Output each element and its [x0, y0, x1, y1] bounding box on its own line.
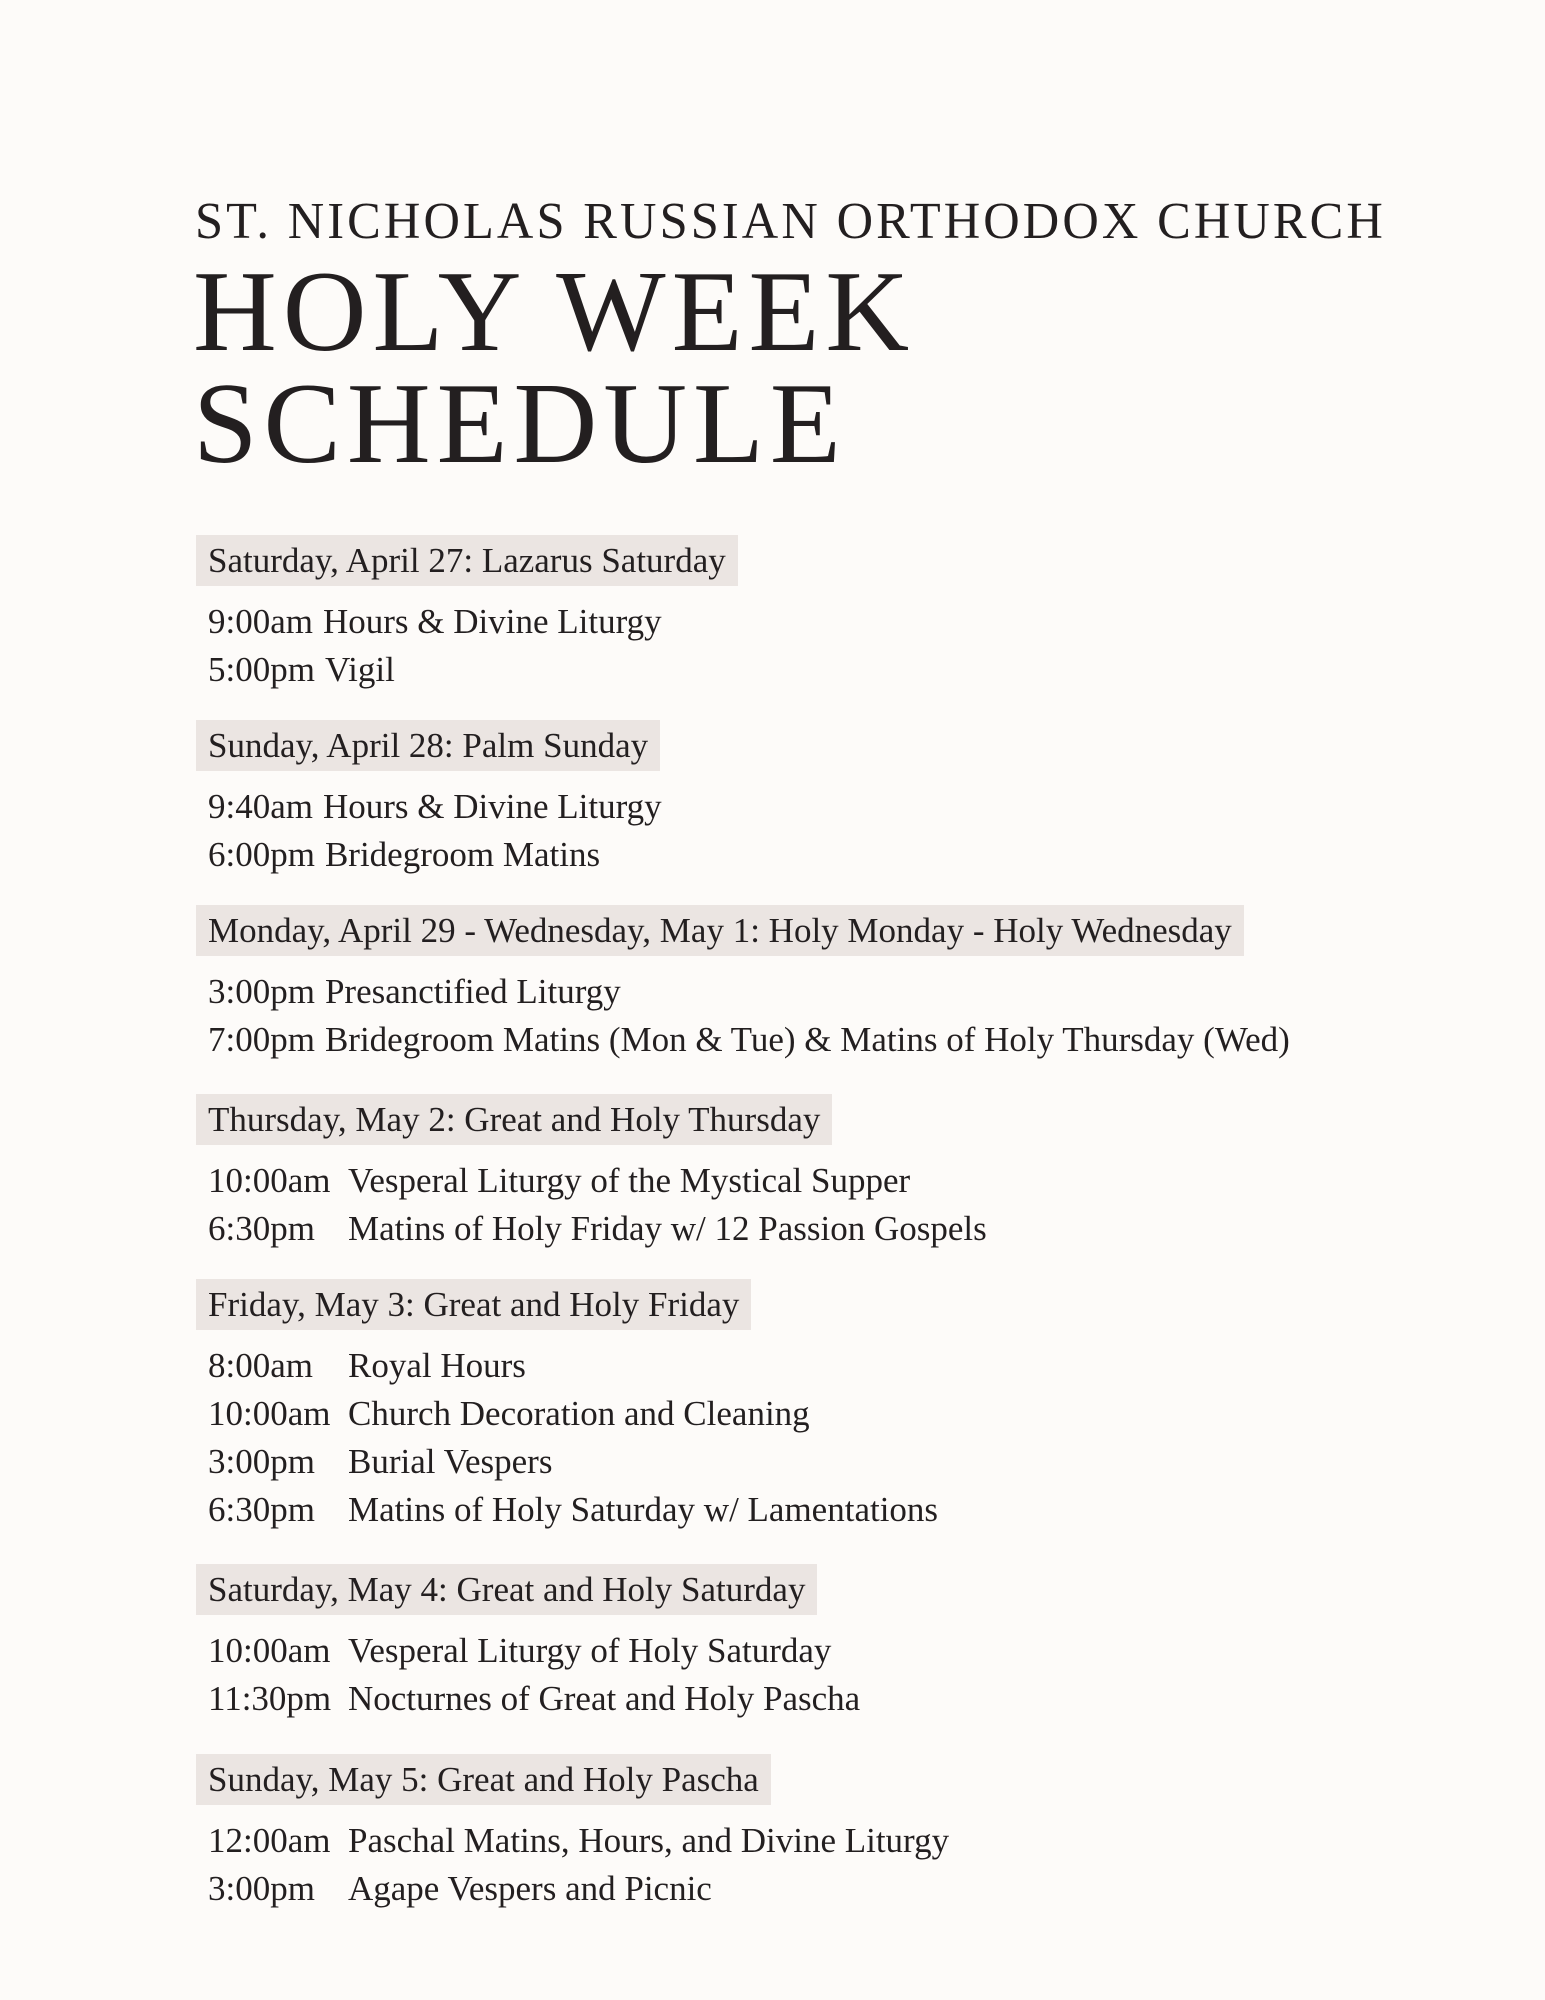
day-section-palm-sunday: [196, 720, 662, 879]
event-row: [208, 1438, 938, 1486]
event-row: [208, 1675, 860, 1723]
event-time: 6:30pm: [208, 1490, 315, 1529]
event-time: 10:00am: [208, 1394, 331, 1433]
event-time: 11:30pm: [208, 1679, 332, 1718]
event-list: [196, 598, 738, 694]
event-name: Burial Vespers: [348, 1442, 553, 1481]
day-heading: Saturday, May 4: Great and Holy Saturday: [196, 1564, 817, 1615]
day-section-holy-thursday: [196, 1094, 987, 1253]
event-name: Agape Vespers and Picnic: [348, 1869, 712, 1908]
event-list: [196, 1627, 860, 1723]
event-row: [208, 1016, 1290, 1064]
day-section-holy-monday-wednesday: [196, 905, 1290, 1064]
event-name: Hours & Divine Liturgy: [322, 602, 662, 641]
event-row: [208, 1817, 949, 1865]
event-row: [208, 1486, 938, 1534]
day-heading: Saturday, April 27: Lazarus Saturday: [196, 535, 738, 586]
event-name: Bridegroom Matins (Mon & Tue) & Matins of Holy Thursday (Wed): [324, 1020, 1290, 1059]
event-row: [208, 968, 1290, 1016]
event-name: Paschal Matins, Hours, and Divine Liturgy: [348, 1821, 950, 1860]
event-name: Vesperal Liturgy of the Mystical Supper: [348, 1161, 911, 1200]
event-name: Vesperal Liturgy of Holy Saturday: [348, 1631, 832, 1670]
event-time: 3:00pm: [208, 972, 315, 1011]
day-heading: Sunday, April 28: Palm Sunday: [196, 720, 660, 771]
event-row: [208, 1342, 938, 1390]
event-name: Vigil: [324, 650, 395, 689]
event-name: Hours & Divine Liturgy: [322, 787, 662, 826]
event-name: Matins of Holy Friday w/ 12 Passion Gospels: [348, 1209, 987, 1248]
event-time: 9:00am: [208, 602, 313, 641]
event-name: Nocturnes of Great and Holy Pascha: [348, 1679, 861, 1718]
day-section-holy-saturday: [196, 1564, 860, 1723]
event-name: Royal Hours: [348, 1346, 526, 1385]
church-name: ST. NICHOLAS RUSSIAN ORTHODOX CHURCH: [195, 193, 1386, 250]
event-time: 5:00pm: [208, 650, 315, 689]
title-line-1: HOLY WEEK: [193, 248, 916, 376]
event-list: [196, 1157, 987, 1253]
page-title: [193, 248, 916, 488]
event-time: 12:00am: [208, 1821, 331, 1860]
event-name: Presanctified Liturgy: [324, 972, 621, 1011]
event-time: 6:30pm: [208, 1209, 315, 1248]
event-time: 10:00am: [208, 1161, 331, 1200]
day-heading: Thursday, May 2: Great and Holy Thursday: [196, 1094, 832, 1145]
event-list: [196, 968, 1290, 1064]
day-heading: Monday, April 29 - Wednesday, May 1: Holy Monday - Holy Wednesday: [196, 905, 1244, 956]
event-time: 6:00pm: [208, 835, 315, 874]
event-row: [208, 1157, 987, 1205]
event-time: 10:00am: [208, 1631, 331, 1670]
day-section-pascha: [196, 1754, 949, 1913]
event-list: [196, 1342, 938, 1534]
event-name: Church Decoration and Cleaning: [348, 1394, 810, 1433]
event-row: [208, 1865, 949, 1913]
event-name: Bridegroom Matins: [324, 835, 601, 874]
event-time: 9:40am: [208, 787, 313, 826]
event-list: [196, 783, 662, 879]
event-row: [208, 1627, 860, 1675]
day-heading: Friday, May 3: Great and Holy Friday: [196, 1279, 751, 1330]
day-section-holy-friday: [196, 1279, 938, 1534]
event-row: [208, 1205, 987, 1253]
day-heading: Sunday, May 5: Great and Holy Pascha: [196, 1754, 771, 1805]
day-section-lazarus-saturday: [196, 535, 738, 694]
title-line-2: SCHEDULE: [193, 360, 847, 488]
event-row: [208, 831, 662, 879]
event-time: 3:00pm: [208, 1442, 315, 1481]
event-name: Matins of Holy Saturday w/ Lamentations: [348, 1490, 939, 1529]
event-time: 7:00pm: [208, 1020, 315, 1059]
event-time: 3:00pm: [208, 1869, 315, 1908]
event-row: [208, 783, 662, 831]
event-row: [208, 1390, 938, 1438]
event-list: [196, 1817, 949, 1913]
event-time: 8:00am: [208, 1346, 313, 1385]
event-row: [208, 598, 738, 646]
event-row: [208, 646, 738, 694]
